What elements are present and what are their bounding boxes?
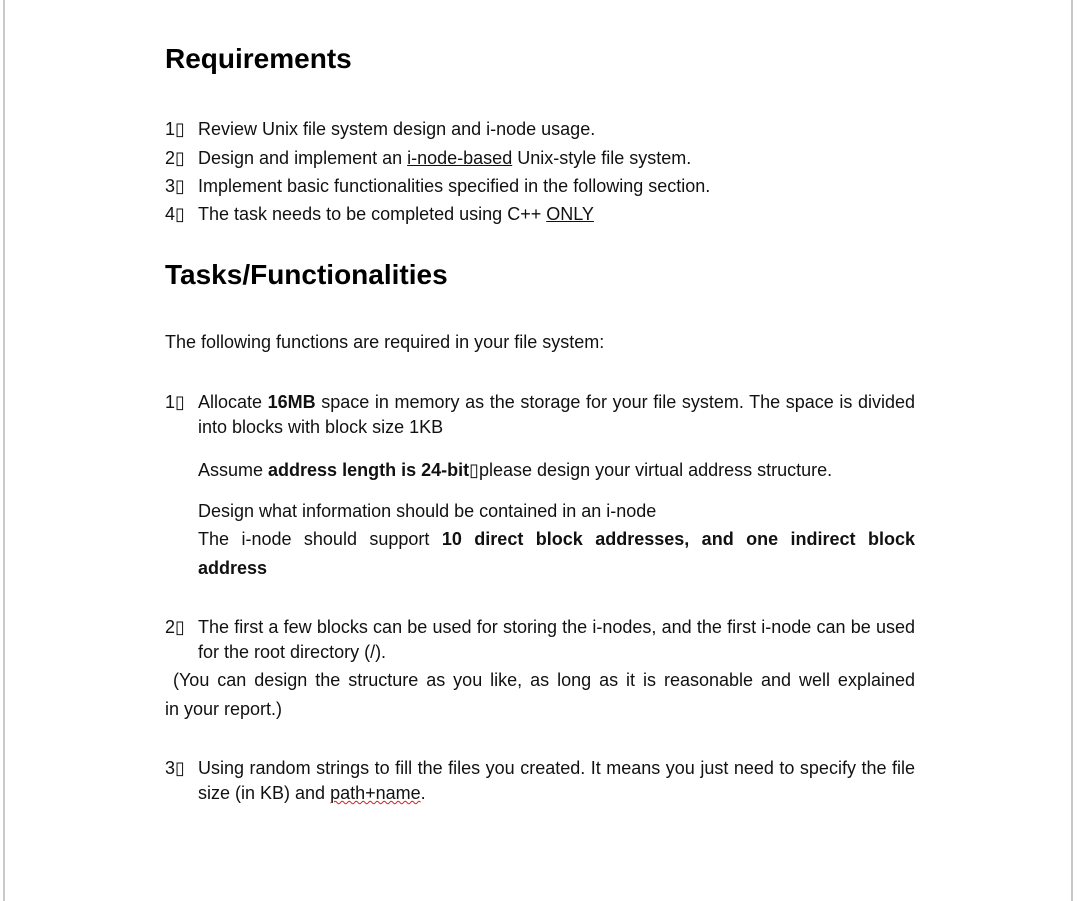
list-number: 2▯ xyxy=(165,148,185,168)
list-text-pre: The task needs to be completed using C++ xyxy=(198,204,547,224)
support-bold-line-2: address xyxy=(198,558,268,578)
task-1-bold-size: 16MB xyxy=(267,392,316,412)
list-text xyxy=(198,147,691,169)
task-3-line-1: Using random strings to fill the files you created. It means you just need to specify the file xyxy=(198,758,915,778)
support-bold: 10 direct block addresses, and one indirect block xyxy=(441,529,915,549)
assume-pre: Assume xyxy=(198,460,269,480)
list-number: 1▯ xyxy=(165,119,185,139)
list-number: 3▯ xyxy=(165,758,185,778)
list-number: 1▯ xyxy=(165,392,185,412)
task-1-text-post: space in memory as the storage for your file system. The space is divided xyxy=(315,392,915,412)
task-2-line-1: The first a few blocks can be used for storing the i-nodes, and the first i-node can be used xyxy=(198,617,915,637)
task-3-line-2 xyxy=(198,782,426,804)
assume-post: ▯please design your virtual address structure. xyxy=(469,460,833,480)
tasks-heading: Tasks/Functionalities xyxy=(165,259,448,290)
task-1-line-2: into blocks with block size 1KB xyxy=(198,417,444,437)
list-number: 4▯ xyxy=(165,204,185,224)
task-3-post: . xyxy=(420,783,426,803)
underlined-term: ONLY xyxy=(546,204,594,224)
list-number: 2▯ xyxy=(165,617,185,637)
task-2-line-3: (You can design the structure as you like, as long as it is reasonable and well explained xyxy=(165,670,915,690)
page-left-border xyxy=(3,0,5,901)
task-1-line-1 xyxy=(198,391,915,413)
task-3-pre: size (in KB) and xyxy=(198,783,331,803)
tasks-intro: The following functions are required in your file system: xyxy=(165,332,605,352)
underlined-term: i-node-based xyxy=(407,148,513,168)
task-1-text-pre: Allocate xyxy=(198,392,268,412)
list-number: 3▯ xyxy=(165,176,185,196)
task-2-line-2: for the root directory (/). xyxy=(198,642,387,662)
requirements-heading: Requirements xyxy=(165,43,352,74)
task-1-assume xyxy=(198,459,832,481)
support-pre: The i-node should support xyxy=(198,529,442,549)
task-2-line-4: in your report.) xyxy=(165,699,283,719)
list-text-pre: Design and implement an xyxy=(198,148,408,168)
spellcheck-flagged-word: path+name xyxy=(330,783,421,803)
list-text-post: Unix-style file system. xyxy=(512,148,692,168)
list-text: Review Unix file system design and i-node usage. xyxy=(198,119,596,139)
task-1-support-line-2 xyxy=(198,557,267,579)
list-text xyxy=(198,203,594,225)
task-1-support xyxy=(198,528,915,550)
task-1-design: Design what information should be contained in an i-node xyxy=(198,501,657,521)
assume-bold: address length is 24-bit xyxy=(268,460,470,480)
list-text: Implement basic functionalities specified in the following section. xyxy=(198,176,711,196)
page-right-border xyxy=(1071,0,1073,901)
document-page xyxy=(165,0,915,901)
